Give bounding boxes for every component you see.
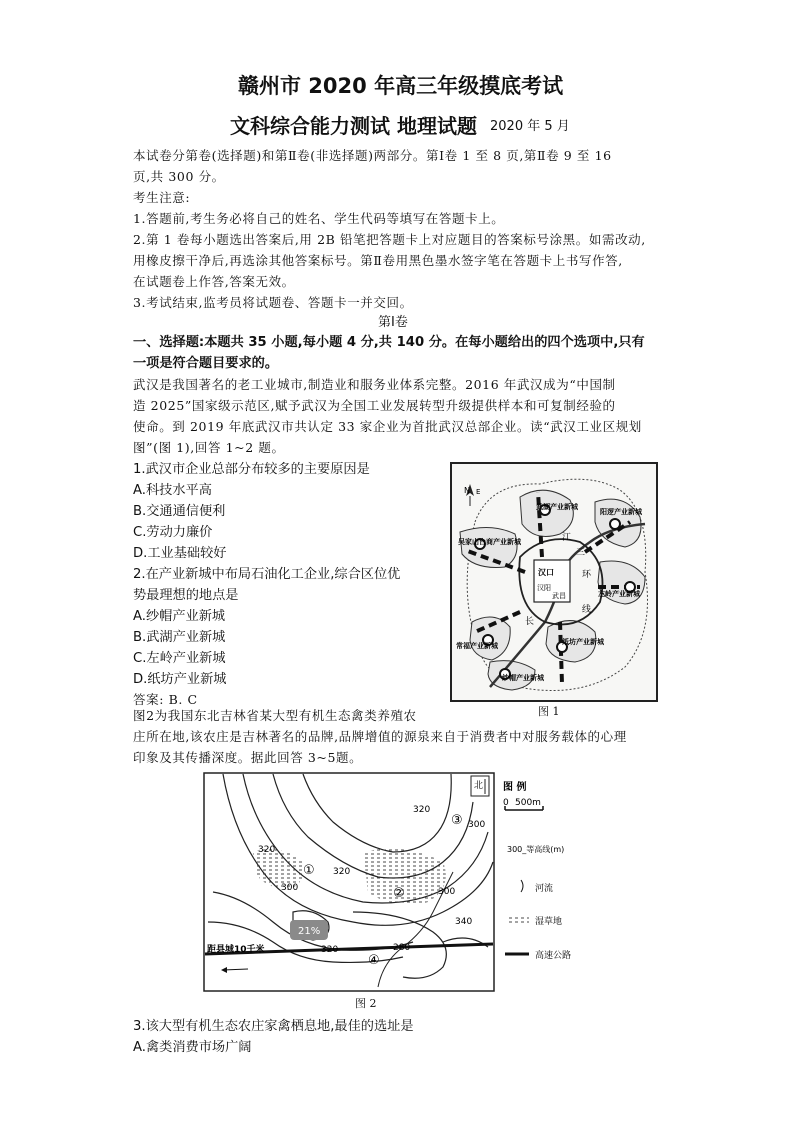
label-zhifang: 纸坊产业新城 — [562, 638, 604, 646]
question-stem: 1.武汉市企业总部分布较多的主要原因是 — [133, 462, 370, 477]
notice-title: 考生注意: — [133, 190, 191, 205]
section-title: 第Ⅰ卷 — [378, 315, 408, 330]
legend-river-icon — [521, 880, 523, 892]
label-wujiashan: 吴家山台商产业新城 — [458, 538, 521, 546]
label-wuchang: 武昌 — [552, 592, 566, 600]
question-stem: 势最理想的地点是 — [133, 588, 239, 603]
contour-label: 300 — [468, 820, 486, 830]
notice-item: 在试题卷上作答,答案无效。 — [133, 274, 295, 289]
site-marker-1: ① — [303, 863, 315, 878]
label-shamao: 纱帽产业新城 — [502, 674, 544, 682]
notice-item: 2.第 1 卷每小题选出答案后,用 2B 铅笔把答题卡上对应题目的答案标号涂黑。如需改动, — [133, 232, 646, 247]
compass-north: N — [464, 486, 470, 495]
option-b: B.交通通信便利 — [133, 504, 226, 519]
intro-line: 本试卷分第卷(选择题)和第Ⅱ卷(非选择题)两部分。第Ⅰ卷 1 至 8 页,第Ⅱ卷 9 至 16 — [133, 148, 612, 163]
label-hankou: 汉口 — [538, 568, 554, 577]
figure-2-caption: 图 2 — [355, 997, 377, 1010]
label-san: 三 — [576, 548, 586, 558]
section-heading: 一项是符合题目要求的。 — [133, 356, 279, 371]
north-label: 北 — [474, 781, 484, 791]
option-a: A.禽类消费市场广阔 — [133, 1040, 252, 1055]
question-stem: 3.该大型有机生态农庄家禽栖息地,最佳的选址是 — [133, 1019, 414, 1034]
option-c: C.左岭产业新城 — [133, 651, 226, 666]
contour-label: 340 — [455, 917, 473, 927]
contour-label: 320 — [413, 805, 431, 815]
passage-line: 图2为我国东北吉林省某大型有机生态禽类养殖农 — [133, 708, 417, 723]
label-zuoling: 左岭产业新城 — [598, 590, 640, 598]
legend-wetland-swatch — [507, 916, 529, 924]
legend-contour: 300_等高线(m) — [507, 845, 565, 854]
option-c: C.劳动力廉价 — [133, 525, 213, 540]
passage-line: 使命。到 2019 年底武汉市共认定 33 家企业为首批武汉总部企业。读“武汉工业区规划 — [133, 419, 642, 434]
passage-line: 图”(图 1),回答 1~2 题。 — [133, 440, 285, 455]
passage-line: 印象及其传播深度。据此回答 3~5题。 — [133, 750, 363, 765]
passage-line: 造 2025”国家级示范区,赋予武汉为全国工业发展转型升级提供样本和可复制经验的 — [133, 398, 616, 413]
passage-line: 庄所在地,该农庄是吉林著名的品牌,品牌增值的源泉来自于消费者中对服务载体的心理 — [133, 729, 627, 744]
site-marker-2: ② — [393, 886, 405, 901]
site-marker-4: ④ — [368, 953, 380, 968]
option-a: A.纱帽产业新城 — [133, 609, 226, 624]
distance-label: 距县城10千米 — [207, 945, 265, 955]
legend-river: 河流 — [535, 884, 554, 894]
site-marker-3: ③ — [451, 813, 463, 828]
legend-wetland: 湿草地 — [535, 917, 563, 927]
exam-date: 2020 年 5 月 — [490, 119, 570, 134]
figure-1-caption: 图 1 — [538, 705, 560, 718]
contour-label: 320 — [333, 867, 351, 877]
contour-label: 320 — [321, 945, 339, 955]
figure-1-map — [450, 462, 658, 702]
contour-label: 280 — [393, 943, 411, 953]
exam-subtitle: 文科综合能力测试 地理试题 — [230, 114, 477, 138]
notice-item: 1.答题前,考生务必将自己的姓名、学生代码等填写在答题卡上。 — [133, 211, 505, 226]
label-changfu: 常福产业新城 — [456, 642, 498, 650]
label-hanyang: 汉阳 — [537, 584, 551, 592]
compass-east: E — [476, 488, 481, 496]
percent-badge-text: 21% — [298, 926, 321, 937]
notice-item: 用橡皮擦干净后,再选涂其他答案标号。第Ⅱ卷用黑色墨水签字笔在答题卡上书写作答, — [133, 253, 623, 268]
passage-line: 武汉是我国著名的老工业城市,制造业和服务业体系完整。2016 年武汉成为“中国制 — [133, 377, 616, 392]
label-chang: 长 — [525, 617, 535, 627]
label-yangluo: 阳逻产业新城 — [600, 508, 642, 516]
label-wuhu: 武湖产业新城 — [536, 503, 578, 511]
question-stem: 2.在产业新城中布局石油化工企业,综合区位优 — [133, 567, 401, 582]
notice-item: 3.考试结束,监考员将试题卷、答题卡一并交回。 — [133, 295, 413, 310]
contour-label: 320 — [258, 845, 276, 855]
map-frame — [204, 773, 494, 991]
legend-title: 图 例 — [503, 782, 527, 793]
figure-2-svg — [203, 772, 593, 992]
option-b: B.武湖产业新城 — [133, 630, 226, 645]
label-xian: 线 — [582, 605, 592, 615]
scale-zero: 0 — [503, 798, 509, 808]
center-marker — [610, 519, 620, 529]
scale-label: 500m — [515, 798, 541, 808]
label-huan: 环 — [582, 570, 592, 580]
contour-label: 300 — [281, 883, 299, 893]
intro-line: 页,共 300 分。 — [133, 169, 225, 184]
figure-2-map — [203, 772, 593, 992]
option-d: D.纸坊产业新城 — [133, 672, 227, 687]
legend-highway: 高速公路 — [535, 951, 572, 961]
label-jiang: 江 — [562, 533, 572, 543]
option-d: D.工业基础较好 — [133, 546, 227, 561]
figure-1-svg — [450, 462, 658, 702]
answer-text: 答案: B. C — [133, 692, 198, 707]
option-a: A.科技水平高 — [133, 483, 212, 498]
contour-label: 300 — [438, 887, 456, 897]
exam-title: 赣州市 2020 年高三年级摸底考试 — [238, 74, 564, 98]
section-heading: 一、选择题:本题共 35 小题,每小题 4 分,共 140 分。在每小题给出的四个选项中,只有 — [133, 335, 645, 350]
